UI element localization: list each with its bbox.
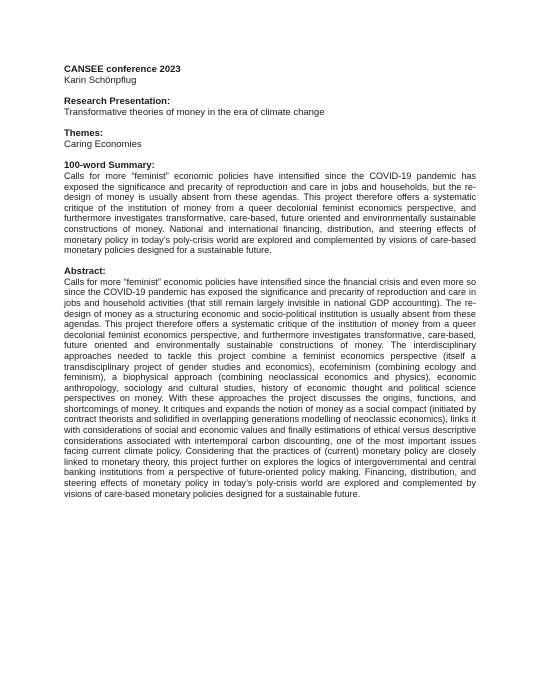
abstract-heading: Abstract: (64, 265, 106, 277)
research-block (64, 96, 476, 118)
research-heading: Research Presentation: (64, 96, 171, 107)
summary-text: Calls for more “feminist” economic policies have intensified since the COVID-19 pandemic has exposed the significance and precarity of reproduction and care in jobs and households, but the re-design of money is usually absent from these agendas. This project therefore offers a systematic critique of the institution of money from a queer decolonial feminist economics perspective, and furthermore investigates transformative, care-based, future oriented and environmentally sustainable constructions of money. National and international financing, distribution, and steering effects of monetary policy in today’s poly-crisis world are explored and complemented by visions of care-based monetary policies designed for a sustainable future. (64, 171, 476, 256)
themes-block (64, 128, 476, 150)
themes-value: Caring Economies (64, 139, 142, 150)
summary-heading: 100-word Summary: (64, 160, 155, 171)
document-page (64, 64, 476, 509)
abstract-text: Calls for more “feminist” economic policies have intensified since the financial crisis and even more so since the COVID-19 pandemic has exposed the significance and precarity of reproduction and care in jobs and household activities (that still remain largely invisible in national GDP accounting). The re-design of money as a structuring economic and socio-political institution is usually absent from these agendas. This project therefore offers a systematic critique of the institution of money from a queer decolonial feminist economics perspective, and furthermore investigates transformative, care-based, future oriented and environmentally sustainable constructions of money. The interdisciplinary approaches needed to tackle this project combine a feminist economics perspective (itself a transdisciplinary project of gender studies and economics), ecofeminism (combining ecology and feminism), a biophysical approach (combining neoclassical economics and physics), economic anthropology, sociology and cultural studies, history of economic thought and political science perspectives on money. With these approaches the project discusses the origins, functions, and shortcomings of money. It critiques and expands the notion of money as a social compact (initiated by contract theorists and solidified in overlapping generations modelling of neoclassic economics), links it with considerations of social and economic values and finally estimations of ethical versus descriptive considerations associated with intertemporal carbon discounting, one of the most important issues facing current climate policy. Considering that the practices of (current) monetary policy are closely linked to monetary theory, this project further on explores the logics of intergovernmental and central banking institutions from a perspective of future-oriented policy making. Financing, distribution, and steering effects of monetary policy in today’s poly-crisis world are explored and complemented by visions of care-based monetary policies designed for a sustainable future. (64, 276, 476, 499)
conference-block (64, 64, 476, 86)
summary-block (64, 160, 476, 256)
themes-heading: Themes: (64, 128, 104, 139)
research-title: Transformative theories of money in the era of climate change (64, 107, 325, 118)
author-name: Karin Schönpflug (64, 75, 137, 86)
conference-title: CANSEE conference 2023 (64, 64, 181, 75)
abstract-block (64, 266, 476, 499)
